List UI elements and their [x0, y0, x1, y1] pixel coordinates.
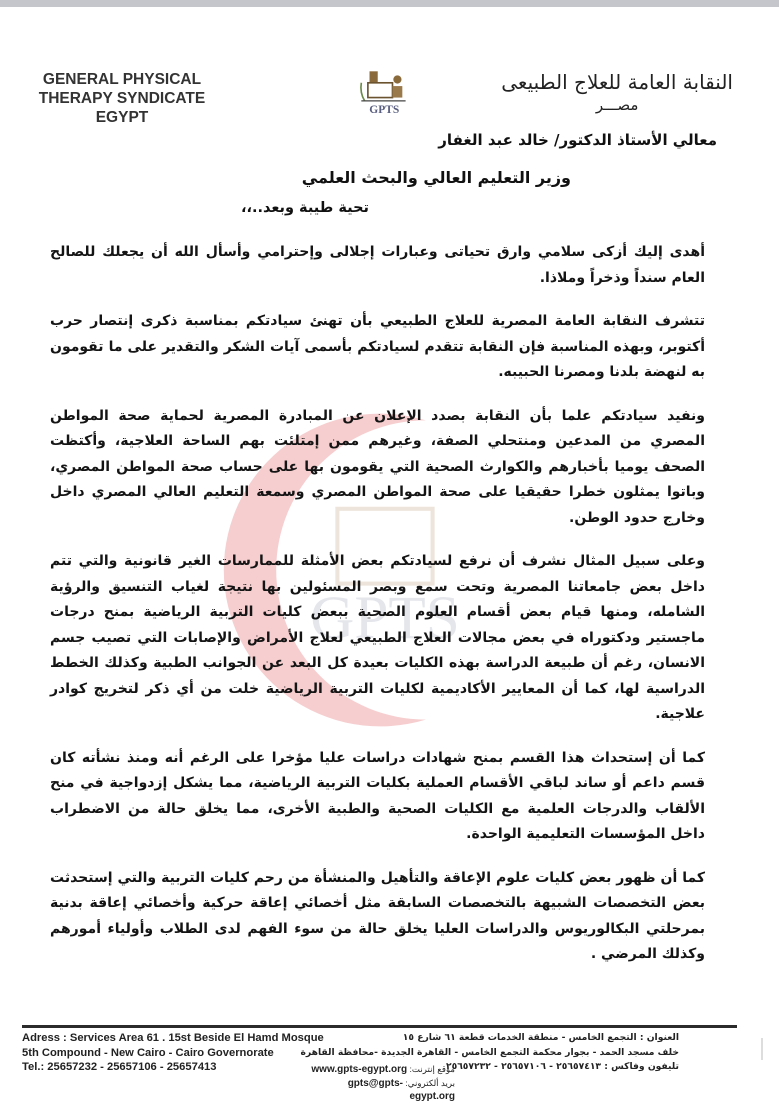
recipient-name: معالي الأستاذ الدكتور/ خالد عبد الغفار [438, 131, 717, 149]
body-paragraph: كما أن إستحداث هذا القسم بمنح شهادات دراسات عليا مؤخرا على الرغم أنه ومنذ نشأته كان قسم داعم أو ساند لباقي الأقسام العملية بكليات التربية الرياضية، مما يشكل إزدواجية في منح الألقاب والدرجات العلمية مع الكليات الصحية والطبية الأخرى، مما يخلق حالة من الاضطراب داخل المؤسسات التعليمية الواحدة. [50, 749, 705, 842]
website-label: موقع إنترنت: [409, 1064, 455, 1074]
recipient-title: وزير التعليم العالي والبحث العلمي [301, 168, 571, 187]
scan-artifact [761, 1038, 763, 1060]
logo-text: GPTS [369, 104, 400, 117]
body-paragraph: كما أن ظهور بعض كليات علوم الإعاقة والتأهيل والمنشأة من رحم كليات التربية والتي إستحدثت بعض التخصصات الشبيهة بالتخصصات السابقة مثل أخصائي إعاقة حركية وأخصائي إعاقة بدنية بمرحلتي البكالوريوس والدراسات العليا يخلق حالة من سوء الفهم لدى الطلاب وأولياء أمورهم وكذلك المرضي . [50, 869, 705, 962]
footer-arabic-line: تليفون وفاكس : ٢٥٦٥٧٤١٣ - ٢٥٦٥٧١٠٦ - ٢٥٦٥٧٢٣٢ [445, 1061, 679, 1072]
email-link[interactable]: gpts@gpts-egypt.org [347, 1077, 455, 1102]
gpts-logo [340, 50, 422, 132]
body-paragraph: أهدى إليك أزكى سلامي وارق تحياتى وعبارات إجلالى وإحترامي وأسأل الله أن يجعلك للصالح العام سنداً وذخراً وملاذا. [50, 244, 705, 286]
footer-english-address [22, 1031, 324, 1075]
footer-phone-line: Tel.: 25657232 - 25657106 - 25657413 [22, 1061, 217, 1073]
footer-address-line: 5th Compound - New Cairo - Cairo Governorate [22, 1046, 274, 1059]
english-org-name [22, 70, 222, 127]
email-label: بريد ألكتروني: [405, 1077, 455, 1088]
svg-text:GPTS: GPTS [310, 584, 460, 652]
letter-body [50, 240, 705, 986]
scan-top-edge [0, 0, 779, 7]
footer-arabic-line: خلف مسجد الحمد - بجوار محكمة التجمع الخامس - القاهرة الجديدة -محافظة القاهرة [300, 1046, 679, 1058]
footer-arabic-line: العنوان : التجمع الخامس - منطقة الخدمات قطعة ٦١ شارع ١٥ [402, 1032, 679, 1043]
arabic-org-header [501, 68, 733, 114]
english-org-line: GENERAL PHYSICAL [42, 71, 202, 88]
english-org-line: THERAPY SYNDICATE [38, 90, 206, 107]
footer-address-line: Adress : Services Area 61 . 15st Beside El Hamd Mosque [22, 1032, 324, 1044]
english-org-line: EGYPT [95, 109, 149, 126]
body-paragraph: ونفيد سيادتكم علما بأن النقابة بصدد الإعلان عن المبادرة المصرية لحماية صحة المواطن المصري من المدعين ومنتحلي الصفة، وغيرهم ممن إمتلئت بهم الساحة العلاجية، وأكتظت الصحف يوميا بأخبارهم والكوارث الصحية التي يقومون بها على حساب صحة المواطن المصري، وباتوا يمثلون خطرا حقيقيا على صحة المواطن المصري وسمعة التعليم العالي المصري داخل وخارج حدود الوطن. [50, 407, 705, 526]
footer-email-row [305, 1077, 455, 1104]
arabic-country: مصـــر [595, 96, 639, 114]
arabic-org-name: النقابة العامة للعلاج الطبيعى [501, 70, 733, 94]
footer-arabic-address [300, 1031, 679, 1075]
greeting: تحية طيبة وبعد..،، [240, 200, 369, 216]
body-paragraph: تتشرف النقابة العامة المصرية للعلاج الطبيعي بأن تهنئ سيادتكم بمناسبة ذكرى إنتصار حرب أكتوبر، وبهذه المناسبة فإن النقابة تتقدم لسيادتكم بأسمى آيات الشكر والتقدير على ما تقومون به لنهضة بلدنا ومصرنا الحبيبه. [50, 313, 705, 380]
footer-divider [22, 1025, 737, 1028]
website-link[interactable]: www.gpts-egypt.org [311, 1064, 408, 1075]
body-paragraph: وعلى سبيل المثال نشرف أن نرفع لسيادتكم بعض الأمثلة للممارسات الغير قانونية والتي تتم داخل بعض جامعاتنا المصرية وتحت سمع وبصر المسئولين بها نتيجة لغياب التنسيق والرؤية الشامله، ومنها قيام بعض أقسام العلوم الصحية ببعض كليات التربية الرياضية بمنح درجات ماجستير ودكتوراه في بعض مجالات العلاج الطبيعي لعلاج الأمراض والإصابات التي تصيب جسم الانسان، رغم أن طبيعة الدراسة بهذه الكليات بعيدة كل البعد عن الجوانب الطبية وكذلك الخطط الدراسية لها، كما أن المعايير الأكاديمية لكليات التربية الرياضية خلت من أي ذكر لتخريج كوادر علاجية. [50, 553, 705, 722]
